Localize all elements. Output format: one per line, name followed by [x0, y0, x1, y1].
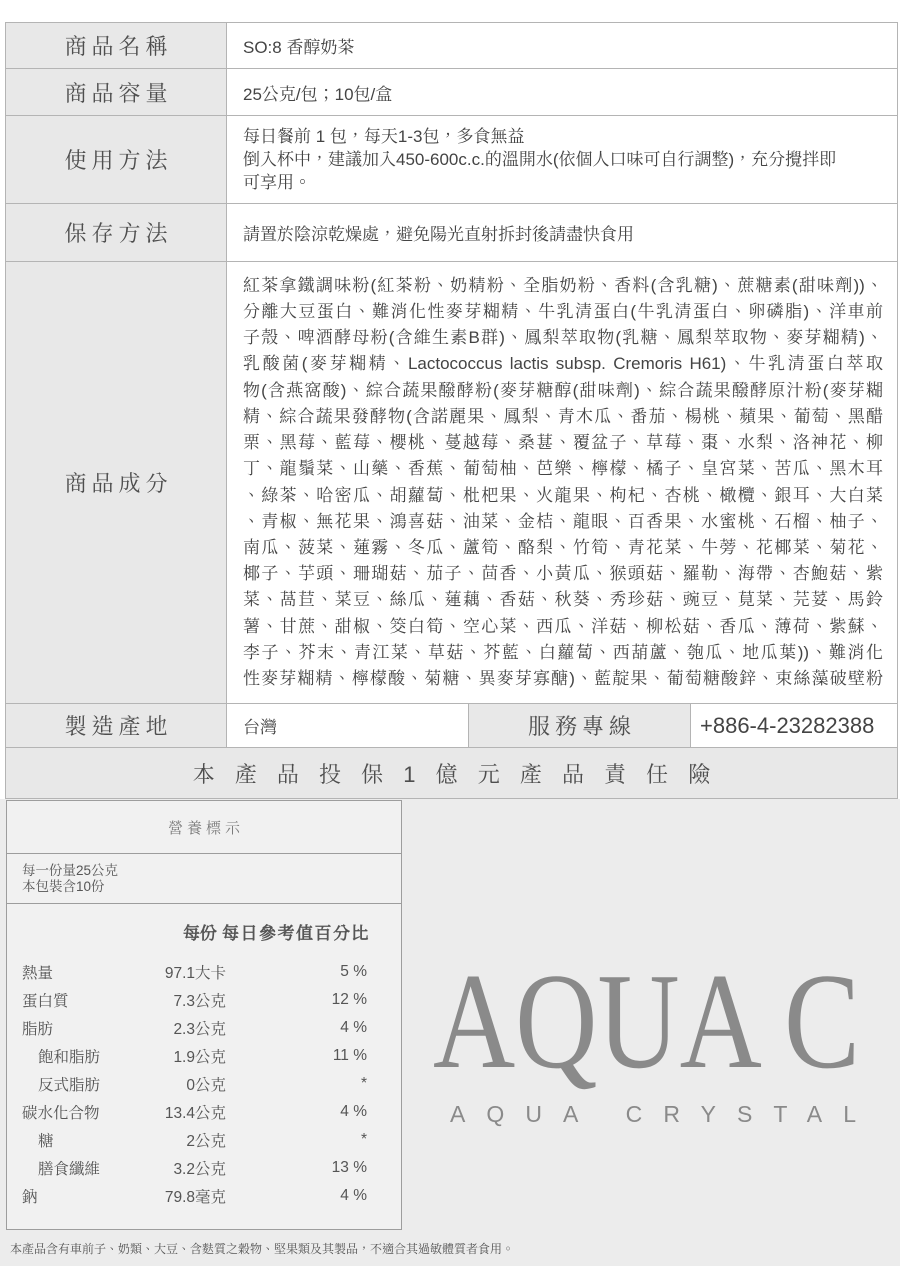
ingredients-line: 物(含燕窩酸)、綜合蔬果醱酵粉(麥芽糖醇(甜味劑)、綜合蔬果醱酵原汁粉(麥芽糊	[243, 380, 883, 400]
nutrient-name: 熱量	[22, 965, 54, 982]
nutrient-daily-value: 5 %	[340, 963, 367, 980]
nutrition-row	[7, 1126, 401, 1154]
nutrient-daily-value: *	[360, 1075, 367, 1092]
nutrient-daily-value: 12 %	[331, 991, 367, 1008]
row-ingredients	[6, 262, 897, 704]
nutrient-amount: 97.1大卡	[164, 965, 226, 982]
ingredients-line: 栗、黑莓、藍莓、櫻桃、蔓越莓、桑葚、覆盆子、草莓、棗、水梨、洛神花、柳	[243, 433, 883, 453]
nutrition-rows	[7, 958, 401, 1210]
usage-line: 每日餐前 1 包，每天1-3包，多食無益	[243, 127, 525, 146]
nutrient-name: 膳食纖維	[38, 1161, 101, 1178]
ingredients-line: 子殼、啤酒酵母粉(含維生素B群)、鳳梨萃取物(乳糖、鳳梨萃取物、麥芽糊精)、	[243, 328, 883, 348]
logo-sub-text: AQUA CRYSTAL	[450, 1101, 856, 1127]
nutrient-name: 飽和脂肪	[38, 1049, 101, 1066]
nutrient-amount: 7.3公克	[173, 993, 226, 1010]
nutrition-row	[7, 1070, 401, 1098]
row-origin-service	[6, 704, 897, 748]
product-name-label: 商品名稱	[6, 23, 227, 68]
nutrient-daily-value: *	[360, 1131, 367, 1148]
ingredients-line: 乳酸菌(麥芽糊精、Lactococcus lactis subsp. Cremoris H61)、牛乳清蛋白萃取	[243, 354, 883, 374]
allergen-footer-note: 本產品含有車前子、奶類、大豆、含麩質之穀物、堅果類及其製品，不適合其過敏體質者食用。	[10, 1242, 515, 1256]
ingredients-line: 李子、芥末、青江菜、草菇、芥藍、白蘿蔔、西葫蘆、匏瓜、地瓜葉))、難消化	[243, 642, 883, 662]
nutrient-name: 糖	[38, 1133, 54, 1150]
serving-size: 每一份量25公克	[22, 862, 119, 878]
ingredients-line: 性麥芽糊精、檸檬酸、菊糖、異麥芽寡醣)、藍靛果、葡萄糖酸鋅、束絲藻破壁粉	[243, 668, 883, 688]
nutrient-daily-value: 11 %	[332, 1047, 367, 1064]
product-volume-value: 25公克/包；10包/盒	[243, 84, 393, 104]
row-storage	[6, 204, 897, 262]
ingredients-line: 丁、龍鬚菜、山藥、香蕉、葡萄柚、芭樂、檸檬、橘子、皇宮菜、苦瓜、黑木耳	[243, 459, 883, 479]
nutrition-row	[7, 1154, 401, 1182]
nutrition-row	[7, 986, 401, 1014]
service-phone-number: +886-4-23282388	[700, 712, 875, 738]
row-product-volume	[6, 69, 897, 116]
nutrition-row	[7, 1014, 401, 1042]
insurance-banner: 本 產 品 投 保 1 億 元 產 品 責 任 險	[6, 748, 897, 799]
usage-line: 倒入杯中，建議加入450-600c.c.的溫開水(依個人口味可自行調整)，充分攪拌即	[243, 150, 837, 169]
logo-main-text: AQUA C	[433, 945, 860, 1097]
product-name-value: SO:8 香醇奶茶	[243, 38, 355, 57]
bottom-section	[0, 799, 900, 1266]
nutrient-amount: 2公克	[186, 1133, 226, 1150]
nutrient-daily-value: 4 %	[340, 1187, 367, 1204]
usage-value	[227, 116, 897, 203]
row-usage	[6, 116, 897, 204]
ingredients-line: 、青椒、無花果、鴻喜菇、油菜、金桔、龍眼、百香果、水蜜桃、石榴、柚子、	[243, 511, 883, 531]
nutrient-name: 蛋白質	[22, 993, 69, 1010]
nutrient-daily-value: 13 %	[331, 1159, 367, 1176]
nutrition-facts-panel	[6, 800, 402, 1230]
servings-per-package: 本包裝含10份	[22, 878, 105, 894]
ingredients-line: 分離大豆蛋白、難消化性麥芽糊精、牛乳清蛋白(牛乳清蛋白、卵磷脂)、洋車前	[243, 302, 883, 322]
ingredients-value	[227, 262, 897, 703]
origin-label: 製造產地	[6, 704, 227, 747]
nutrition-serving-info	[7, 854, 401, 904]
nutrient-name: 反式脂肪	[38, 1077, 101, 1094]
nutrient-amount: 3.2公克	[173, 1161, 226, 1178]
product-volume-label: 商品容量	[6, 69, 227, 115]
usage-line: 可享用。	[243, 173, 311, 192]
product-spec-table	[5, 22, 898, 799]
origin-value: 台灣	[227, 704, 469, 747]
ingredients-label: 商品成分	[6, 262, 227, 703]
aqua-crystal-logo	[402, 799, 900, 1239]
nutrition-row	[7, 1098, 401, 1126]
nutrition-column-headers	[7, 904, 401, 958]
storage-label: 保存方法	[6, 204, 227, 261]
storage-value: 請置於陰涼乾燥處，避免陽光直射拆封後請盡快食用	[243, 225, 634, 244]
nutrient-name: 鈉	[22, 1189, 38, 1206]
nutrient-amount: 0公克	[186, 1077, 226, 1094]
nutrition-row	[7, 1042, 401, 1070]
nutrient-name: 碳水化合物	[22, 1105, 100, 1122]
nutrient-name: 脂肪	[22, 1021, 54, 1038]
ingredients-line: 精、綜合蔬果發酵物(含諾麗果、鳳梨、青木瓜、番茄、楊桃、蘋果、葡萄、黑醋	[243, 406, 883, 426]
ingredients-line: 、綠茶、哈密瓜、胡蘿蔔、枇杷果、火龍果、枸杞、杏桃、橄欖、銀耳、大白菜	[243, 485, 883, 505]
nutrient-daily-value: 4 %	[340, 1103, 367, 1120]
nutrition-row	[7, 1182, 401, 1210]
per-serving-header: 每份	[183, 923, 217, 943]
nutrient-amount: 2.3公克	[173, 1021, 226, 1038]
ingredients-line: 南瓜、菠菜、蓮霧、冬瓜、蘆筍、酪梨、竹筍、青花菜、牛蒡、花椰菜、菊花、	[243, 537, 883, 557]
ingredients-line: 薯、甘蔗、甜椒、筊白筍、空心菜、西瓜、洋菇、柳松菇、香瓜、薄荷、紫蘇、	[243, 616, 883, 636]
ingredients-line: 菜、萵苣、菜豆、絲瓜、蓮藕、香菇、秋葵、秀珍菇、豌豆、莧菜、芫荽、馬鈴	[243, 590, 883, 610]
nutrient-daily-value: 4 %	[340, 1019, 367, 1036]
nutrition-title: 營養標示	[7, 801, 401, 854]
nutrient-amount: 1.9公克	[173, 1049, 226, 1066]
ingredients-line: 紅茶拿鐵調味粉(紅茶粉、奶精粉、全脂奶粉、香料(含乳糖)、蔗糖素(甜味劑))、	[243, 275, 883, 295]
daily-value-header: 每日參考值百分比	[222, 923, 370, 943]
nutrition-row	[7, 958, 401, 986]
row-product-name	[6, 23, 897, 69]
nutrient-amount: 79.8毫克	[164, 1189, 226, 1206]
ingredients-line: 椰子、芋頭、珊瑚菇、茄子、茴香、小黃瓜、猴頭菇、羅勒、海帶、杏鮑菇、紫	[243, 564, 883, 584]
usage-label: 使用方法	[6, 116, 227, 203]
nutrient-amount: 13.4公克	[164, 1105, 226, 1122]
service-line-label: 服務專線	[469, 704, 691, 747]
